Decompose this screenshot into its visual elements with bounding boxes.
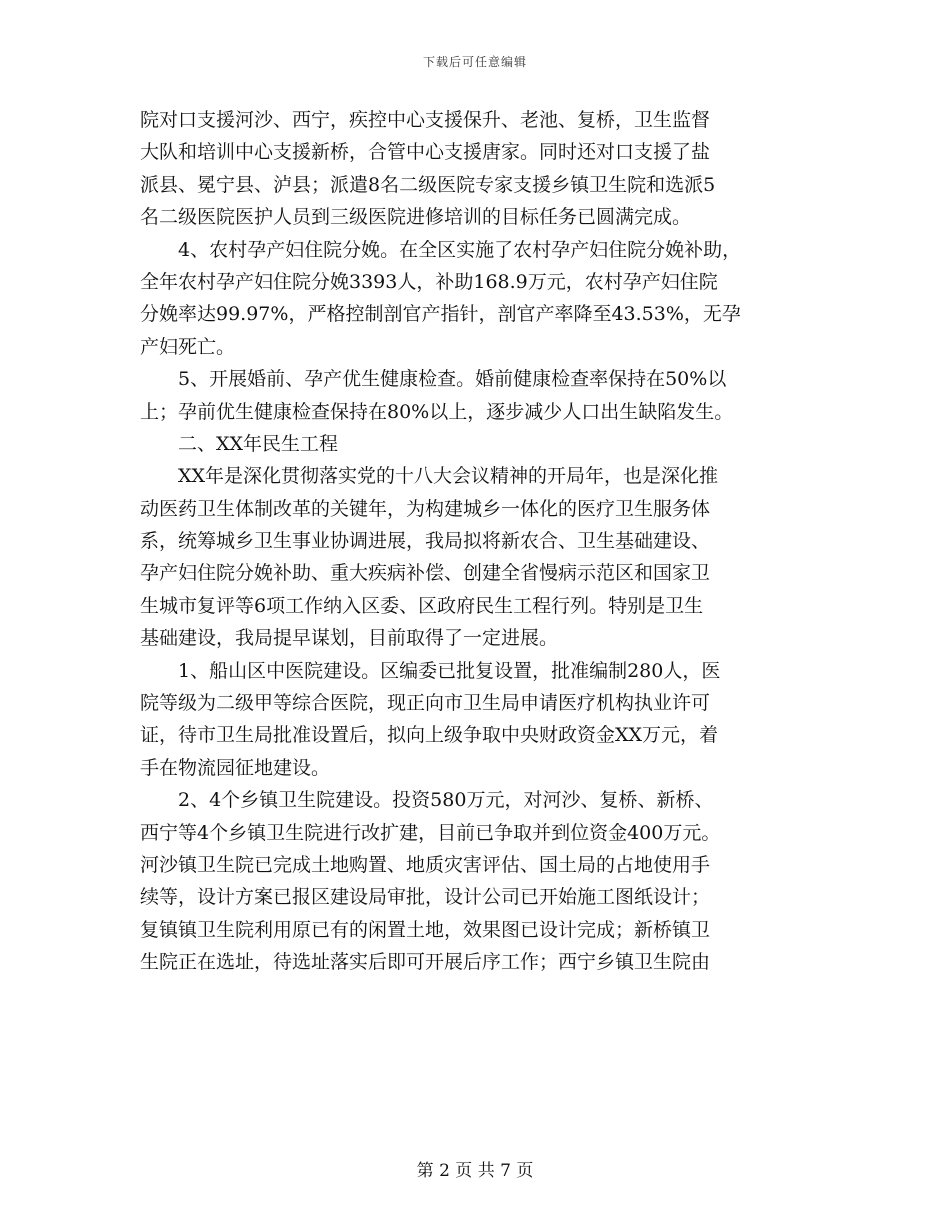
body-line: 院对口支援河沙、西宁，疾控中心支援保升、老池、复桥，卫生监督 (140, 109, 711, 131)
body-line: 上；孕前优生健康检查保持在80%以上，逐步减少人口出生缺陷发生。 (140, 400, 734, 423)
body-line: 续等，设计方案已报区建设局审批，设计公司已开始施工图纸设计； (140, 886, 711, 909)
body-line: 大队和培训中心支援新桥，合管中心支援唐家。同时还对口支援了盐 (140, 141, 711, 164)
body-line: 系，统筹城乡卫生事业协调进展，我局拟将新农合、卫生基础建设、 (140, 530, 711, 553)
body-line: 生城市复评等6项工作纳入区委、区政府民生工程行列。特别是卫生 (140, 594, 704, 617)
page-number: 第 2 页 共 7 页 (416, 1161, 534, 1181)
document-body (140, 104, 820, 979)
body-line: 5、开展婚前、孕产优生健康检查。婚前健康检查率保持在50%以 (140, 368, 727, 391)
body-line: 基础建设，我局提早谋划，目前取得了一定进展。 (140, 627, 559, 650)
body-line: 1、船山区中医院建设。区编委已批复设置，批准编制280人，医 (140, 659, 721, 682)
body-line: 名二级医院医护人员到三级医院进修培训的目标任务已圆满完成。 (140, 206, 692, 229)
body-line: 2、4个乡镇卫生院建设。投资580万元，对河沙、复桥、新桥、 (140, 789, 714, 812)
body-line: 证，待市卫生局批准设置后，拟向上级争取中央财政资金XX万元，着 (140, 724, 719, 747)
section-heading: 二、XX年民生工程 (140, 432, 339, 455)
body-line: 分娩率达99.97%，严格控制剖官产指针，剖官产率降至43.53%，无孕 (140, 303, 741, 326)
page-header: 下载后可任意编辑 (422, 55, 527, 69)
body-line: 动医药卫生体制改革的关键年，为构建城乡一体化的医疗卫生服务体 (140, 497, 711, 520)
body-line: 西宁等4个乡镇卫生院进行改扩建，目前已争取并到位资金400万元。 (140, 821, 721, 844)
body-line: 全年农村孕产妇住院分娩3393人，补助168.9万元，农村孕产妇住院 (140, 270, 718, 293)
body-line: 河沙镇卫生院已完成土地购置、地质灾害评估、国土局的占地使用手 (140, 853, 711, 876)
body-line: 院等级为二级甲等综合医院，现正向市卫生局申请医疗机构执业许可 (140, 692, 711, 715)
body-line: 产妇死亡。 (140, 335, 236, 358)
body-line: XX年是深化贯彻落实党的十八大会议精神的开局年，也是深化推 (140, 465, 719, 488)
body-line: 孕产妇住院分娩补助、重大疾病补偿、创建全省慢病示范区和国家卫 (140, 562, 711, 585)
body-line: 手在物流园征地建设。 (140, 756, 331, 779)
body-line: 生院正在选址，待选址落实后即可开展后序工作；西宁乡镇卫生院由 (140, 951, 711, 974)
body-line: 派县、冕宁县、泸县；派遣8名二级医院专家支援乡镇卫生院和选派5 (140, 173, 716, 196)
body-line: 4、农村孕产妇住院分娩。在全区实施了农村孕产妇住院分娩补助， (140, 238, 742, 261)
body-line: 复镇镇卫生院利用原已有的闲置土地，效果图已设计完成；新桥镇卫 (140, 918, 711, 941)
